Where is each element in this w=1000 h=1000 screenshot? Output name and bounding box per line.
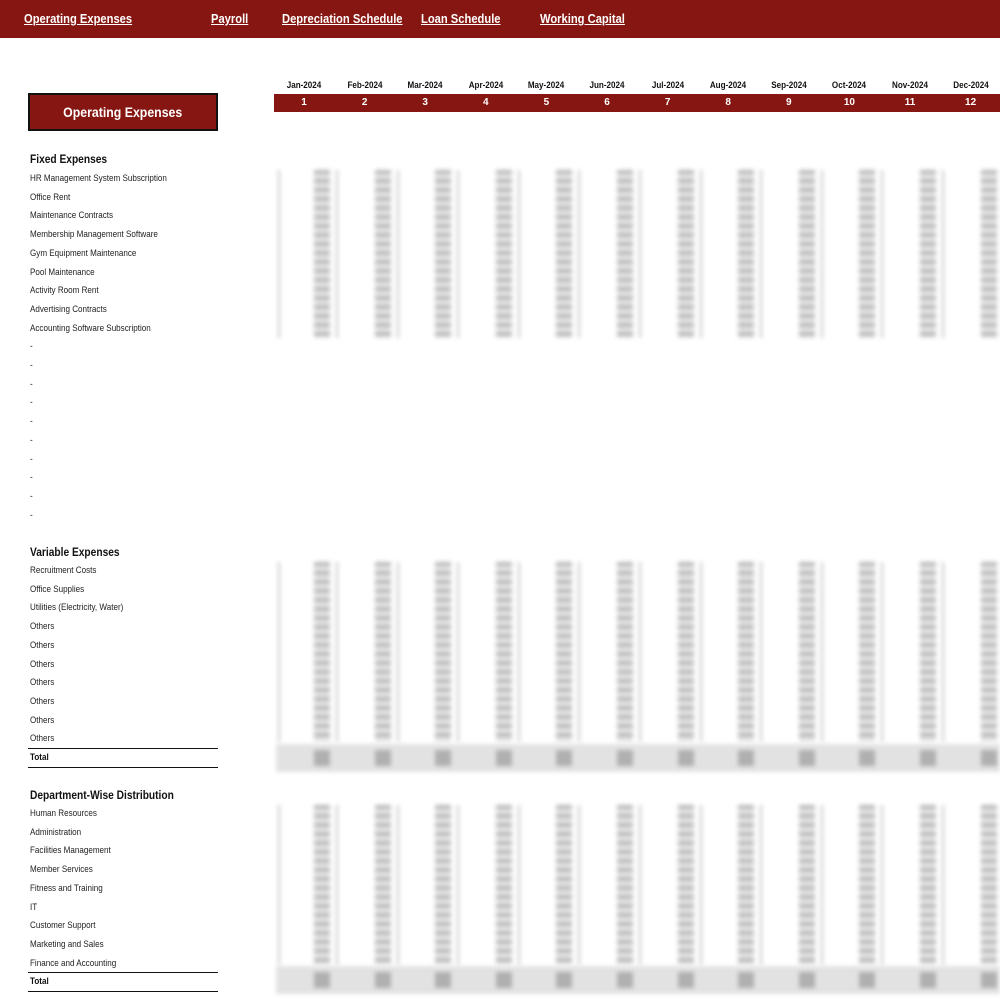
section-banner-label: Operating Expenses xyxy=(63,104,183,120)
blurred-column-divider xyxy=(760,805,762,965)
blurred-value-column xyxy=(314,562,330,742)
blurred-total-cell xyxy=(375,972,391,988)
variable-total-label: Total xyxy=(30,752,49,763)
month-header xyxy=(274,78,1000,114)
blurred-column-divider xyxy=(397,562,399,742)
nav-link-operating-expenses[interactable]: Operating Expenses xyxy=(24,11,133,26)
blurred-column-divider xyxy=(397,805,399,965)
row-label: - xyxy=(30,453,33,465)
blurred-total-cell xyxy=(678,972,694,988)
blurred-column-divider xyxy=(760,170,762,338)
month-label: May-2024 xyxy=(528,80,565,91)
blurred-total-cell xyxy=(496,972,512,988)
row-label: Others xyxy=(30,621,55,633)
row-label: Others xyxy=(30,714,55,726)
blurred-total-cell xyxy=(920,972,936,988)
blurred-total-cell xyxy=(617,750,633,766)
blurred-value-column xyxy=(375,562,391,742)
blurred-total-cell xyxy=(435,750,451,766)
period-number: 3 xyxy=(422,97,428,108)
blurred-column-divider xyxy=(457,562,459,742)
blurred-value-column xyxy=(556,805,572,965)
row-label: - xyxy=(30,378,33,390)
blurred-total-cell xyxy=(375,750,391,766)
blurred-column-divider xyxy=(881,805,883,965)
blurred-column-divider xyxy=(881,170,883,338)
blurred-column-divider xyxy=(518,805,520,965)
row-label: Pool Maintenance xyxy=(30,266,95,278)
month-label: Feb-2024 xyxy=(347,80,383,91)
blurred-column-divider xyxy=(278,562,280,742)
blurred-value-column xyxy=(678,805,694,965)
period-number: 8 xyxy=(725,97,731,108)
row-label: Membership Management Software xyxy=(30,229,158,241)
variable-expenses-values xyxy=(276,562,1000,742)
row-label: - xyxy=(30,341,33,353)
month-label: Jan-2024 xyxy=(286,80,322,91)
blurred-value-column xyxy=(859,170,875,338)
department-distribution-values xyxy=(276,805,1000,965)
blurred-total-cell xyxy=(314,750,330,766)
period-number: 9 xyxy=(786,97,792,108)
row-label: Others xyxy=(30,695,55,707)
blurred-column-divider xyxy=(639,805,641,965)
row-label: - xyxy=(30,509,33,521)
row-label: Office Rent xyxy=(30,191,71,203)
blurred-column-divider xyxy=(639,562,641,742)
blurred-total-cell xyxy=(799,972,815,988)
department-distribution-title: Department-Wise Distribution xyxy=(30,788,174,802)
blurred-column-divider xyxy=(700,170,702,338)
blurred-total-cell xyxy=(859,972,875,988)
blurred-value-column xyxy=(678,562,694,742)
row-label: Administration xyxy=(30,826,82,838)
blurred-value-column xyxy=(617,170,633,338)
row-label: Gym Equipment Maintenance xyxy=(30,247,137,259)
blurred-total-cell xyxy=(981,972,997,988)
blurred-column-divider xyxy=(278,170,280,338)
blurred-value-column xyxy=(738,562,754,742)
blurred-column-divider xyxy=(942,805,944,965)
nav-link-working-capital[interactable]: Working Capital xyxy=(540,11,625,26)
blurred-total-cell xyxy=(617,972,633,988)
row-label: Others xyxy=(30,733,55,745)
department-total-values xyxy=(276,966,1000,994)
month-label: Oct-2024 xyxy=(832,80,867,91)
blurred-total-cell xyxy=(496,750,512,766)
blurred-total-cell xyxy=(859,750,875,766)
month-label: Nov-2024 xyxy=(892,80,928,91)
period-number: 7 xyxy=(664,97,671,108)
blurred-value-column xyxy=(738,805,754,965)
blurred-column-divider xyxy=(760,562,762,742)
row-label: HR Management System Subscription xyxy=(30,173,167,184)
blurred-total-cell xyxy=(920,750,936,766)
blurred-value-column xyxy=(738,170,754,338)
blurred-value-column xyxy=(314,170,330,338)
month-label: Jun-2024 xyxy=(589,80,625,91)
blurred-column-divider xyxy=(942,562,944,742)
month-label: Mar-2024 xyxy=(407,80,443,91)
row-label: Others xyxy=(30,677,55,689)
blurred-column-divider xyxy=(278,805,280,965)
blurred-value-column xyxy=(617,805,633,965)
period-number: 6 xyxy=(604,97,610,108)
blurred-column-divider xyxy=(821,805,823,965)
month-label: Jul-2024 xyxy=(651,80,684,91)
variable-total-values xyxy=(276,744,1000,772)
period-number: 2 xyxy=(361,97,368,108)
blurred-column-divider xyxy=(336,805,338,965)
row-label: - xyxy=(30,434,33,446)
blurred-value-column xyxy=(556,562,572,742)
blurred-column-divider xyxy=(518,170,520,338)
period-number: 12 xyxy=(965,97,977,108)
row-label: Others xyxy=(30,639,55,651)
blurred-total-cell xyxy=(799,750,815,766)
blurred-value-column xyxy=(859,805,875,965)
period-number: 10 xyxy=(843,97,855,108)
blurred-column-divider xyxy=(578,562,580,742)
month-label: Apr-2024 xyxy=(468,80,504,91)
blurred-value-column xyxy=(375,170,391,338)
month-label: Dec-2024 xyxy=(952,80,989,91)
blurred-value-column xyxy=(435,170,451,338)
variable-expenses-title: Variable Expenses xyxy=(30,545,120,559)
blurred-value-column xyxy=(920,805,936,965)
blurred-column-divider xyxy=(578,805,580,965)
blurred-value-column xyxy=(678,170,694,338)
row-label: Facilities Management xyxy=(30,845,111,857)
blurred-column-divider xyxy=(457,805,459,965)
blurred-column-divider xyxy=(336,562,338,742)
row-label: Marketing and Sales xyxy=(30,938,104,950)
blurred-value-column xyxy=(859,562,875,742)
row-label: Activity Room Rent xyxy=(30,285,99,297)
blurred-total-cell xyxy=(314,972,330,988)
blurred-column-divider xyxy=(336,170,338,338)
row-label: Recruitment Costs xyxy=(30,565,97,576)
blurred-value-column xyxy=(981,170,997,338)
blurred-value-column xyxy=(496,562,512,742)
blurred-value-column xyxy=(920,562,936,742)
blurred-column-divider xyxy=(700,562,702,742)
top-navigation-bar xyxy=(0,0,1000,38)
blurred-value-column xyxy=(799,562,815,742)
variable-total-row xyxy=(28,748,218,768)
nav-link-loan-schedule[interactable]: Loan Schedule xyxy=(421,11,501,26)
blurred-value-column xyxy=(981,805,997,965)
blurred-total-cell xyxy=(556,750,572,766)
row-label: Fitness and Training xyxy=(30,882,103,894)
row-label: - xyxy=(30,360,33,371)
fixed-expenses-values xyxy=(276,170,1000,338)
month-label: Aug-2024 xyxy=(710,80,747,91)
blurred-value-column xyxy=(435,562,451,742)
row-label: - xyxy=(30,472,33,484)
blurred-column-divider xyxy=(942,170,944,338)
blurred-value-column xyxy=(496,805,512,965)
blurred-column-divider xyxy=(821,170,823,338)
row-label: Accounting Software Subscription xyxy=(30,322,151,334)
blurred-value-column xyxy=(496,170,512,338)
blurred-column-divider xyxy=(639,170,641,338)
blurred-value-column xyxy=(799,805,815,965)
blurred-total-cell xyxy=(678,750,694,766)
blurred-total-cell xyxy=(981,750,997,766)
row-label: Utilities (Electricity, Water) xyxy=(30,602,124,614)
blurred-column-divider xyxy=(457,170,459,338)
row-label: Finance and Accounting xyxy=(30,957,117,969)
section-banner xyxy=(28,93,218,131)
row-label: Advertising Contracts xyxy=(30,303,107,315)
blurred-total-cell xyxy=(738,750,754,766)
month-label: Sep-2024 xyxy=(771,80,807,91)
row-label: Others xyxy=(30,658,55,670)
blurred-value-column xyxy=(920,170,936,338)
row-label: Maintenance Contracts xyxy=(30,210,114,222)
period-number: 1 xyxy=(301,97,307,108)
blurred-value-column xyxy=(799,170,815,338)
row-label: Customer Support xyxy=(30,920,96,932)
blurred-column-divider xyxy=(518,562,520,742)
blurred-value-column xyxy=(556,170,572,338)
blurred-total-cell xyxy=(435,972,451,988)
blurred-value-column xyxy=(981,562,997,742)
row-label: IT xyxy=(30,901,38,913)
row-label: - xyxy=(30,490,33,502)
row-label: Human Resources xyxy=(30,808,97,819)
blurred-column-divider xyxy=(700,805,702,965)
blurred-total-cell xyxy=(556,972,572,988)
blurred-value-column xyxy=(375,805,391,965)
blurred-column-divider xyxy=(821,562,823,742)
nav-link-payroll[interactable]: Payroll xyxy=(211,11,249,26)
row-label: Office Supplies xyxy=(30,583,85,595)
row-label: - xyxy=(30,416,33,428)
blurred-value-column xyxy=(617,562,633,742)
period-number: 4 xyxy=(483,97,489,108)
fixed-expenses-title: Fixed Expenses xyxy=(30,152,108,166)
row-label: - xyxy=(30,397,33,409)
department-total-row xyxy=(28,972,218,992)
blurred-column-divider xyxy=(578,170,580,338)
blurred-value-column xyxy=(435,805,451,965)
blurred-value-column xyxy=(314,805,330,965)
department-total-label: Total xyxy=(30,976,49,987)
blurred-column-divider xyxy=(397,170,399,338)
nav-link-depreciation-schedule[interactable]: Depreciation Schedule xyxy=(282,11,403,26)
period-number: 11 xyxy=(904,97,916,108)
period-number: 5 xyxy=(543,97,550,108)
blurred-total-cell xyxy=(738,972,754,988)
row-label: Member Services xyxy=(30,864,93,876)
blurred-column-divider xyxy=(881,562,883,742)
